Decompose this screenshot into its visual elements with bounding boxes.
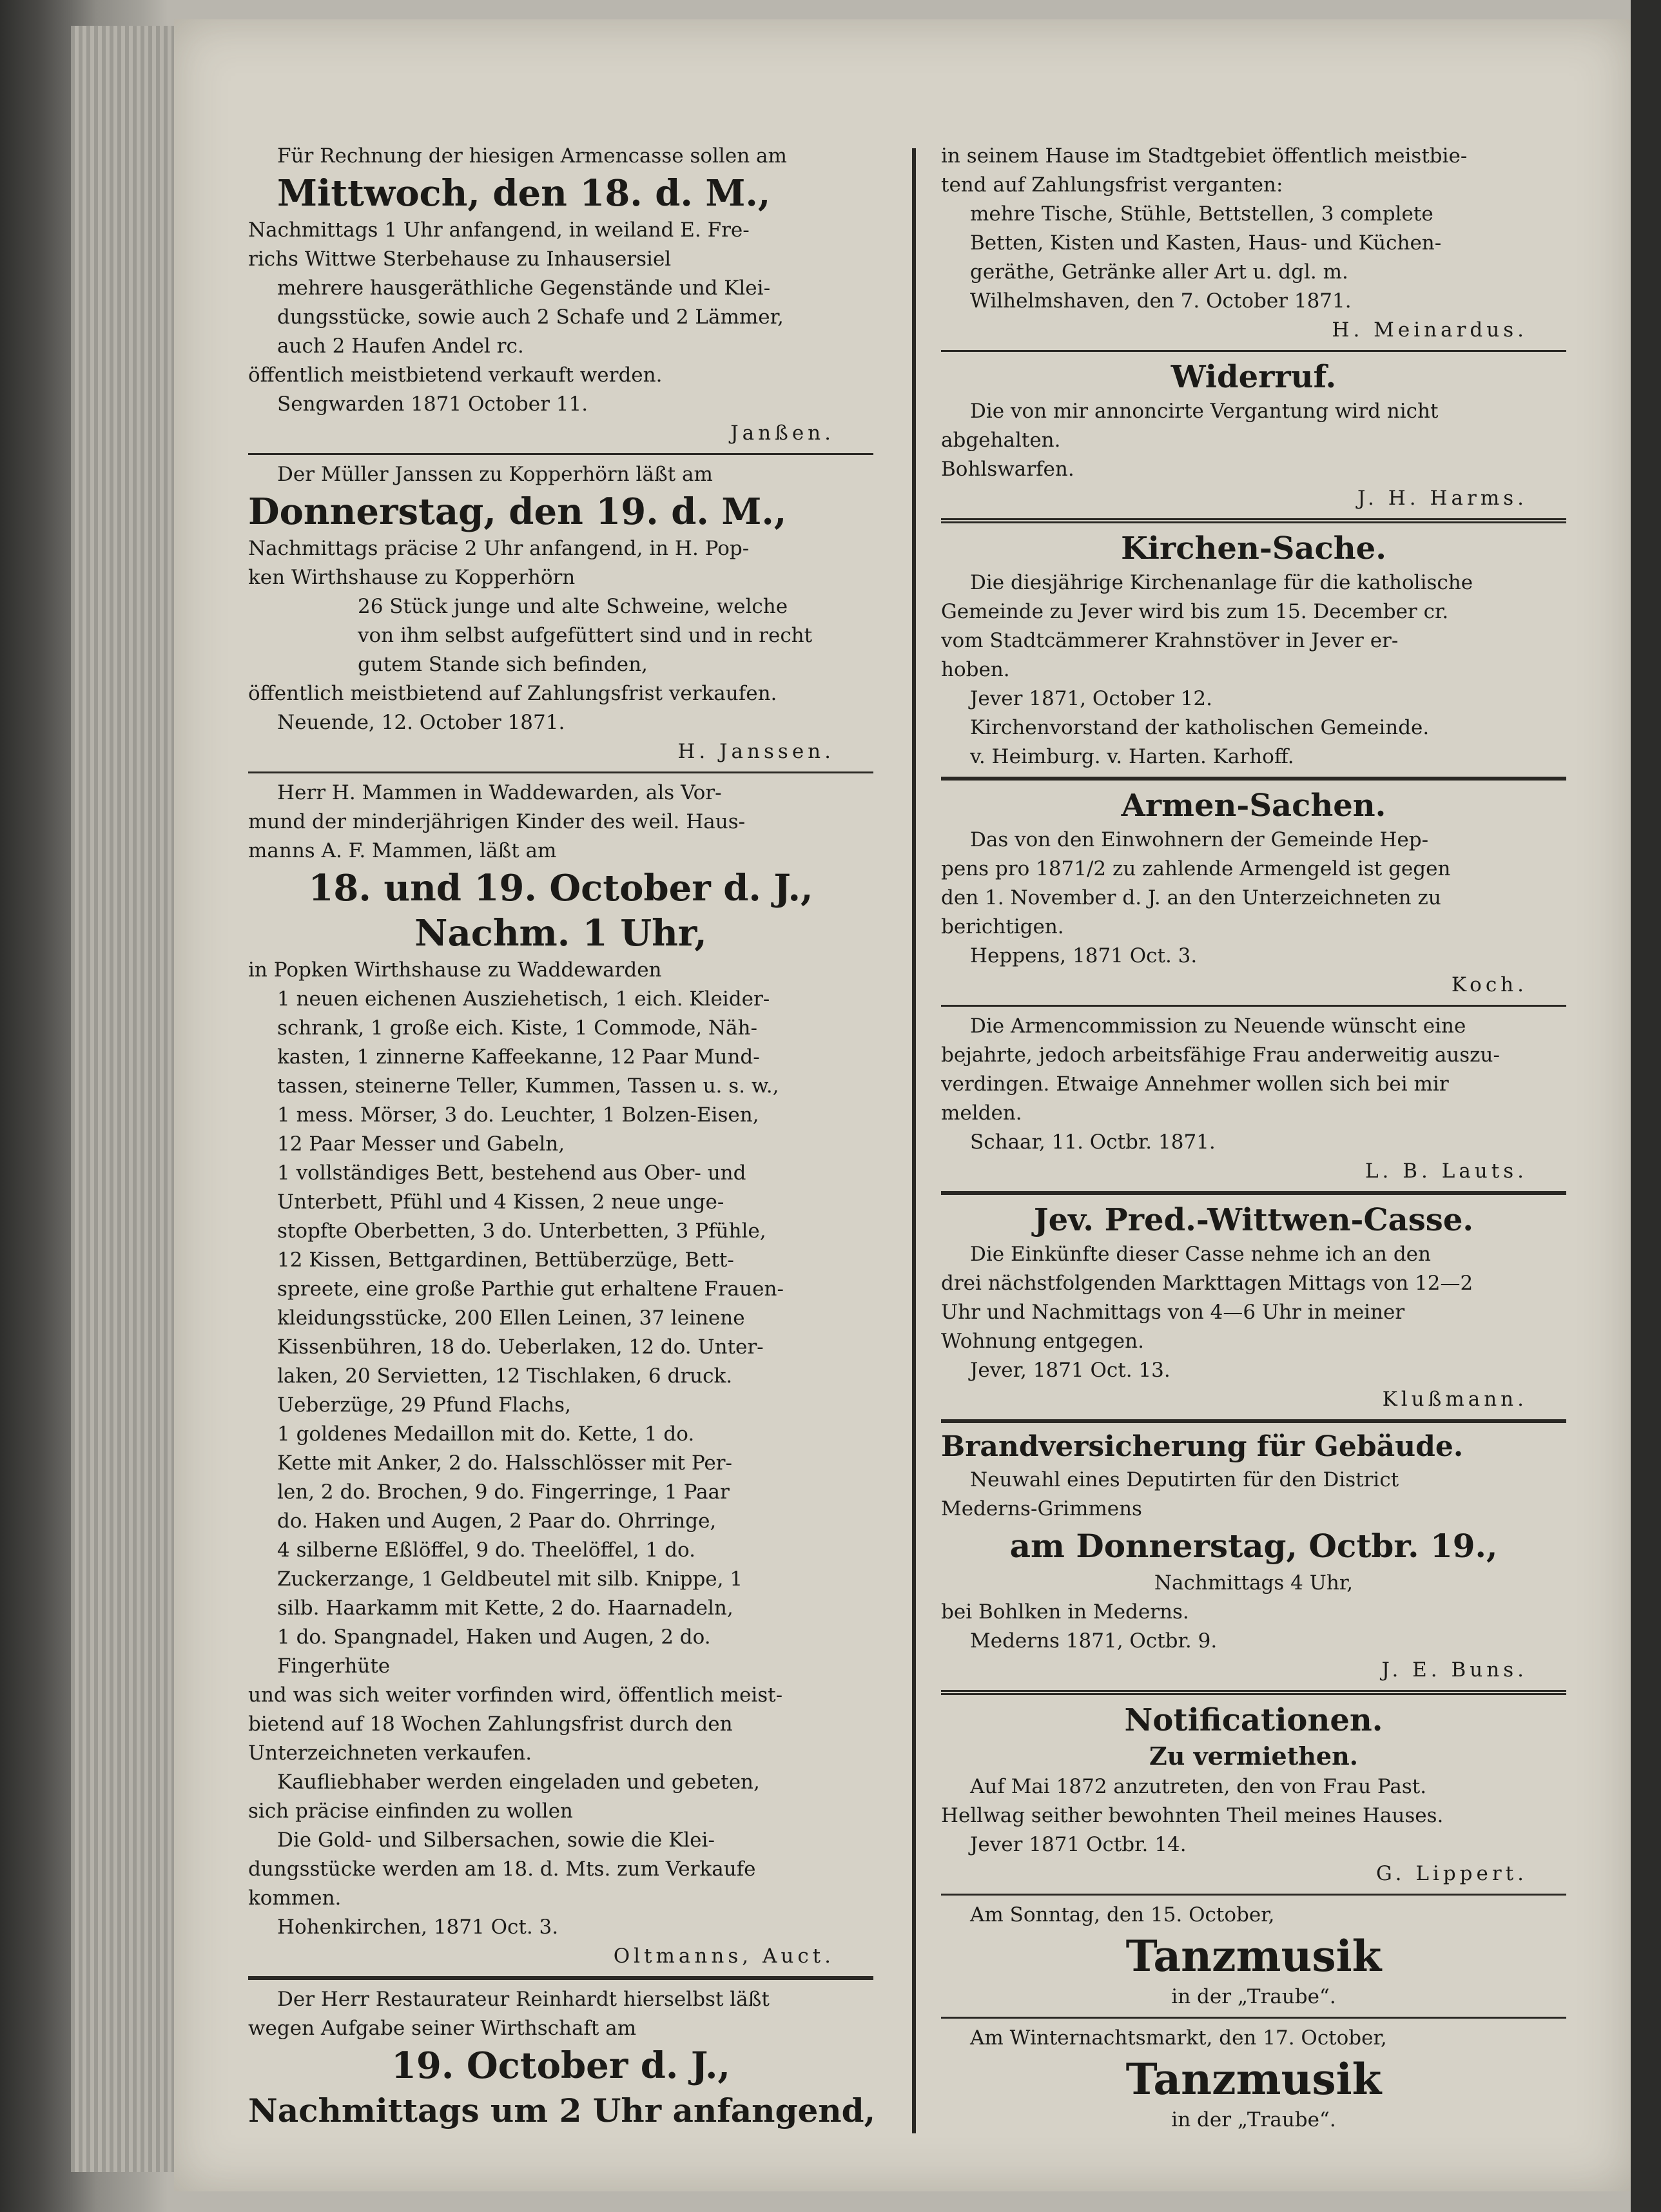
ad-subheading: Zu vermiethen. [1149,1741,1358,1771]
ad-line: Gemeinde zu Jever wird bis zum 15. December cr. [941,600,1449,623]
ad-line: Die von mir annoncirte Vergantung wird nicht [970,400,1439,423]
ad-line: Die Armencommission zu Neuende wünscht eine [970,1014,1466,1038]
ad-signature: Janßen. [730,422,835,445]
ad-line: in der „Traube“. [1171,2108,1336,2131]
ad-line: Mederns-Grimmens [941,1497,1142,1520]
ad-brandversicherung [941,1419,1566,1685]
right-column [941,142,1566,2135]
item-line: laken, 20 Servietten, 12 Tischlaken, 6 druck. [277,1364,733,1388]
ad-signature: H. Janssen. [677,740,835,763]
ad-notificationen [941,1690,1566,1888]
ad-line: pens pro 1871/2 zu zahlende Armengeld ist gegen [941,857,1451,880]
left-column [248,142,873,2133]
ad-line: Wohnung entgegen. [941,1330,1144,1353]
item-line: Ueberzüge, 29 Pfund Flachs, [277,1393,571,1417]
item-line: 1 vollständiges Bett, bestehend aus Ober- und [277,1161,746,1185]
page-edges [71,26,180,2172]
ad-place-date: Heppens, 1871 Oct. 3. [970,944,1198,967]
item-line: silb. Haarkamm mit Kette, 2 do. Haarnadeln, [277,1596,733,1620]
ad-line: Die Gold- und Silbersachen, sowie die Klei- [277,1829,715,1852]
item-line: Zuckerzange, 1 Geldbeutel mit silb. Knippe, 1 [277,1567,743,1591]
ad-heading: Widerruf. [1170,359,1337,395]
ad-line: Herr H. Mammen in Waddewarden, als Vor- [277,781,722,804]
item-line: tassen, steinerne Teller, Kummen, Tassen u. s. w., [277,1074,779,1098]
ad-time: Nachmittags 4 Uhr, [1154,1571,1354,1595]
item-line: Kissenbühren, 18 do. Ueberlaken, 12 do. Unter- [277,1335,764,1359]
ad-heading: Jev. Pred.-Wittwen-Casse. [1033,1202,1474,1238]
ad-signature: H. Meinardus. [1332,318,1528,342]
ad-line: Das von den Einwohnern der Gemeinde Hep- [970,828,1429,851]
ad-line: wegen Aufgabe seiner Wirthschaft am [248,2017,637,2040]
ad-line: richs Wittwe Sterbehause zu Inhausersiel [248,247,672,271]
ad-line: öffentlich meistbietend auf Zahlungsfrist verkaufen. [248,682,777,705]
item-line: do. Haken und Augen, 2 Paar do. Ohrringe, [277,1509,717,1533]
ad-line: bejahrte, jedoch arbeitsfähige Frau anderweitig auszu- [941,1043,1500,1067]
binding-shadow [1631,0,1661,2212]
ad-place-date: Jever, 1871 Oct. 13. [970,1359,1170,1382]
ad-heading: Armen-Sachen. [1121,788,1386,824]
ad-line: mund der minderjährigen Kinder des weil. Haus- [248,810,746,833]
ad-line: Für Rechnung der hiesigen Armencasse sollen am [277,144,787,168]
ad-line: kommen. [248,1887,342,1910]
ad-widerruf [941,350,1566,513]
ad-line: geräthe, Getränke aller Art u. dgl. m. [970,260,1348,284]
ad-line: Uhr und Nachmittags von 4—6 Uhr in meiner [941,1301,1405,1324]
ad-line: bietend auf 18 Wochen Zahlungsfrist durch den [248,1712,733,1736]
ad-heading: Kirchen-Sache. [1121,530,1386,567]
ad-signature: Klußmann. [1382,1388,1528,1411]
ad-line: gutem Stande sich befinden, [358,653,648,676]
ad-line: öffentlich meistbietend verkauft werden. [248,364,663,387]
ad-place-date: Sengwarden 1871 October 11. [277,393,588,416]
item-line: 1 mess. Mörser, 3 do. Leuchter, 1 Bolzen-Eisen, [277,1103,759,1127]
ad-date: 19. October d. J., [391,2044,731,2087]
ad-line: vom Stadtcämmerer Krahnstöver in Jever er- [941,629,1399,652]
ad-signature: v. Heimburg. v. Harten. Karhoff. [970,745,1294,768]
ad-heading: Tanzmusik [1125,2054,1382,2104]
ad-reinhardt [248,1976,873,2133]
ad-line: von ihm selbst aufgefüttert sind und in recht [358,624,813,647]
ad-heading: Brandversicherung für Gebäude. [941,1430,1464,1463]
item-line: 1 neuen eichenen Ausziehetisch, 1 eich. Kleider- [277,987,770,1011]
ad-line: den 1. November d. J. an den Unterzeichneten zu [941,886,1441,909]
ad-line: Am Sonntag, den 15. October, [970,1903,1275,1926]
ad-line: Kirchenvorstand der katholischen Gemeinde. [970,716,1430,739]
ad-line: 26 Stück junge und alte Schweine, welche [358,595,788,618]
ad-line: Der Herr Restaurateur Reinhardt hierselbst läßt [277,1988,770,2011]
ad-line: dungsstücke werden am 18. d. Mts. zum Verkaufe [248,1858,756,1881]
ad-line: in seinem Hause im Stadtgebiet öffentlich meistbie- [941,144,1468,168]
ad-line: Unterzeichneten verkaufen. [248,1741,532,1765]
ad-line: Am Winternachtsmarkt, den 17. October, [970,2026,1387,2050]
ad-place-date: Wilhelmshaven, den 7. October 1871. [970,289,1352,313]
ad-place-date: Hohenkirchen, 1871 Oct. 3. [277,1916,559,1939]
column-divider [912,148,916,2133]
ad-mueller-janssen [248,453,873,766]
ad-date: Mittwoch, den 18. d. M., [277,172,771,215]
item-line: stopfte Oberbetten, 3 do. Unterbetten, 3 Pfühle, [277,1219,766,1243]
ad-line: hoben. [941,658,1010,681]
ad-signature: J. E. Buns. [1381,1658,1528,1682]
item-line: 4 silberne Eßlöffel, 9 do. Theelöffel, 1 do. [277,1538,695,1562]
ad-mammen [248,771,873,1971]
ad-line: tend auf Zahlungsfrist verganten: [941,173,1283,197]
ad-line: melden. [941,1101,1022,1125]
ad-armencommission [941,1005,1566,1186]
ad-heading: Tanzmusik [1125,1931,1382,1981]
ad-line: Auf Mai 1872 anzutreten, den von Frau Past. [970,1775,1427,1798]
ad-line: Nachmittags 1 Uhr anfangend, in weiland E. Fre- [248,218,750,242]
item-line: schrank, 1 große eich. Kiste, 1 Commode, Näh- [277,1016,757,1040]
ad-place-date: Jever 1871, October 12. [970,687,1212,710]
ad-line: abgehalten. [941,429,1061,452]
ad-line: dungsstücke, sowie auch 2 Schafe und 2 Lämmer, [277,306,784,329]
ad-signature: Koch. [1451,973,1528,996]
item-line: kleidungsstücke, 200 Ellen Leinen, 37 leinene [277,1306,745,1330]
ad-tanzmusik-winternachtsmarkt [941,2017,1566,2135]
ad-line: Betten, Kisten und Kasten, Haus- und Küchen- [970,231,1442,255]
item-line: Unterbett, Pfühl und 4 Kissen, 2 neue unge- [277,1190,724,1214]
item-line: spreete, eine große Parthie gut erhaltene Frauen- [277,1277,784,1301]
ad-line: in der „Traube“. [1171,1985,1336,2008]
ad-line: Hellwag seither bewohnten Theil meines Hauses. [941,1804,1444,1827]
ad-wittwen-casse [941,1191,1566,1414]
ad-armencasse [248,142,873,448]
item-line: 1 goldenes Medaillon mit do. Kette, 1 do. [277,1422,695,1446]
ad-date: am Donnerstag, Octbr. 19., [1009,1527,1498,1565]
ad-time: Nachmittags um 2 Uhr anfangend, [248,2091,875,2130]
ad-line: ken Wirthshause zu Kopperhörn [248,566,576,589]
ad-line: auch 2 Haufen Andel rc. [277,335,524,358]
ad-place-date: Schaar, 11. Octbr. 1871. [970,1130,1216,1154]
ad-line: Nachmittags präcise 2 Uhr anfangend, in H. Pop- [248,537,750,560]
item-line: Fingerhüte [277,1654,391,1678]
ad-line: in Popken Wirthshause zu Waddewarden [248,958,662,982]
ad-date: 18. und 19. October d. J., [308,867,813,909]
item-line: len, 2 do. Brochen, 9 do. Fingerringe, 1 Paar [277,1480,730,1504]
ad-heading: Notificationen. [1124,1702,1383,1738]
ad-line: mehrere hausgeräthliche Gegenstände und Klei- [277,276,771,300]
item-line: Kette mit Anker, 2 do. Halsschlösser mit Per- [277,1451,732,1475]
ad-line: verdingen. Etwaige Annehmer wollen sich bei mir [941,1072,1449,1096]
item-line: 12 Paar Messer und Gabeln, [277,1132,565,1156]
ad-line: Kaufliebhaber werden eingeladen und gebeten, [277,1771,760,1794]
ad-place-date: Neuende, 12. October 1871. [277,711,565,734]
ad-signature: Oltmanns, Auct. [613,1945,835,1968]
ad-tanzmusik-sonntag [941,1894,1566,2012]
ad-line: manns A. F. Mammen, läßt am [248,839,557,862]
ad-meinardus [941,142,1566,345]
item-list [248,985,873,1681]
ad-place: Bohlswarfen. [941,458,1074,481]
ad-line: bei Bohlken in Mederns. [941,1600,1189,1624]
ad-kirchen-sache [941,518,1566,771]
ad-date: Donnerstag, den 19. d. M., [248,490,787,533]
ad-place-date: Jever 1871 Octbr. 14. [970,1833,1187,1856]
ad-line: berichtigen. [941,915,1064,938]
ad-line: sich präcise einfinden zu wollen [248,1800,573,1823]
ad-line: Der Müller Janssen zu Kopperhörn läßt am [277,463,713,486]
ad-signature: L. B. Lauts. [1365,1159,1528,1183]
ad-signature: G. Lippert. [1375,1862,1528,1885]
ad-line: Die diesjährige Kirchenanlage für die katholische [970,571,1473,594]
ad-line: drei nächstfolgenden Markttagen Mittags von 12—2 [941,1272,1473,1295]
ad-line: Die Einkünfte dieser Casse nehme ich an den [970,1243,1431,1266]
item-line: 1 do. Spangnadel, Haken und Augen, 2 do. [277,1625,711,1649]
ad-line: und was sich weiter vorfinden wird, öffentlich meist- [248,1683,783,1707]
ad-armen-sachen [941,777,1566,1000]
ad-line: mehre Tische, Stühle, Bettstellen, 3 complete [970,202,1433,226]
ad-line: Neuwahl eines Deputirten für den District [970,1468,1399,1491]
item-line: 12 Kissen, Bettgardinen, Bettüberzüge, Bett- [277,1248,734,1272]
ad-place-date: Mederns 1871, Octbr. 9. [970,1629,1218,1653]
ad-signature: J. H. Harms. [1357,487,1528,510]
ad-time: Nachm. 1 Uhr, [414,912,707,955]
item-line: kasten, 1 zinnerne Kaffeekanne, 12 Paar Mund- [277,1045,760,1069]
